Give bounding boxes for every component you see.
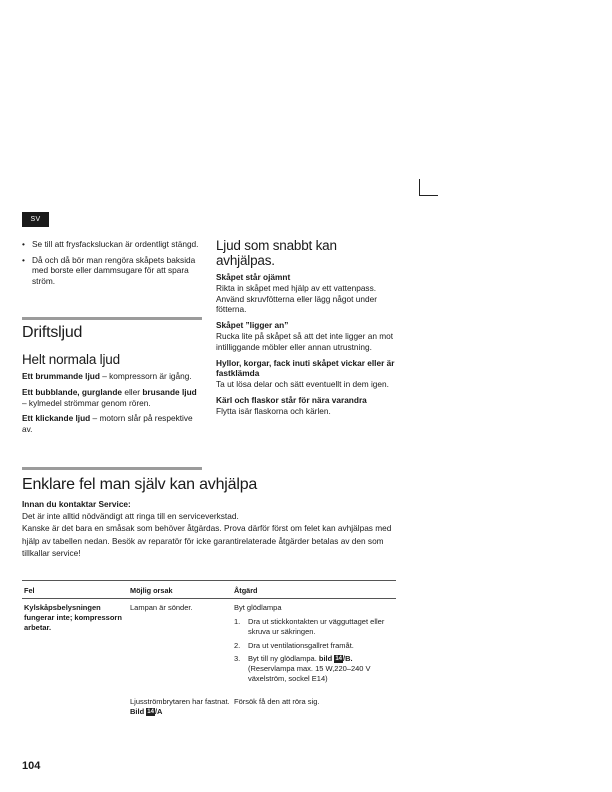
intro-bullet-list bbox=[22, 239, 202, 291]
step-text: Dra ut stickkontakten ur vägguttaget eller skruva ur säkringen. bbox=[248, 617, 385, 637]
sound-item bbox=[22, 387, 202, 409]
figure-number-badge: 14 bbox=[335, 655, 342, 662]
sound-text: – motorn slår på respektive av. bbox=[22, 413, 193, 435]
intro-bold-line: Innan du kontaktar Service: bbox=[22, 499, 131, 509]
fixable-sounds-list bbox=[216, 272, 398, 417]
table-cell-orsak-2 bbox=[130, 697, 232, 717]
page-number: 104 bbox=[22, 760, 41, 772]
issue-heading: Kärl och flaskor står för nära varandra bbox=[216, 394, 367, 405]
crop-mark bbox=[419, 179, 438, 196]
issue-heading: Skåpet står ojämnt bbox=[216, 272, 291, 282]
table-cell-atgard bbox=[234, 603, 399, 687]
figure-suffix: /B. bbox=[343, 653, 353, 663]
bullet-item: • Se till att frysfacksluckan är ordentligt stängd. bbox=[22, 239, 202, 250]
lamp-spec-note: (Reservlampa max. 15 W,220–240 V växelström, sockel E14) bbox=[248, 664, 371, 684]
step-number: 3. bbox=[234, 653, 241, 663]
cause-text: Ljusströmbrytaren har fastnat. bbox=[130, 697, 230, 706]
subtitle-normala-ljud: Helt normala ljud bbox=[22, 352, 120, 367]
action-step bbox=[234, 654, 399, 685]
issue-text: Flytta isär flaskorna och kärlen. bbox=[216, 405, 331, 416]
sound-term: brusande ljud bbox=[142, 386, 197, 397]
action-step bbox=[234, 641, 399, 651]
step-number: 2. bbox=[234, 640, 241, 650]
section-divider bbox=[22, 467, 202, 470]
sound-term: Ett bubblande, gurglande bbox=[22, 386, 123, 397]
table-header-orsak: Möjlig orsak bbox=[130, 586, 173, 595]
table-cell-fel: Kylskåpsbelysningen fungerar inte; kompressorn arbetar. bbox=[24, 603, 122, 633]
action-steps bbox=[234, 617, 399, 684]
section-divider bbox=[22, 317, 202, 320]
sound-item bbox=[22, 371, 202, 382]
figure-reference: Bild bbox=[130, 707, 145, 717]
table-top-border bbox=[22, 580, 396, 581]
section-title-driftsljud: Driftsljud bbox=[22, 324, 83, 341]
sound-text: – kompressorn är igång. bbox=[99, 371, 192, 381]
figure-reference: bild bbox=[318, 653, 333, 663]
section-title-enklare-fel: Enklare fel man själv kan avhjälpa bbox=[22, 476, 258, 493]
issue-text: Rikta in skåpet med hjälp av ett vattenpass. Använd skruvfötterna eller lägg något under fötterna. bbox=[216, 282, 377, 315]
table-header-fel: Fel bbox=[24, 586, 35, 595]
issue-heading: Skåpet ”ligger an” bbox=[216, 320, 289, 331]
figure-number-badge: 14 bbox=[147, 709, 154, 716]
section-title-ljud-avhjalpas: Ljud som snabbt kan avhjälpas. bbox=[216, 238, 337, 268]
sound-item bbox=[22, 413, 202, 435]
action-intro: Byt glödlampa bbox=[234, 603, 282, 612]
sound-term: Ett klickande ljud bbox=[22, 413, 91, 424]
sound-term: Ett brummande ljud bbox=[22, 371, 100, 381]
sound-text: eller bbox=[122, 386, 143, 397]
normal-sounds-list bbox=[22, 371, 202, 435]
step-text: Dra ut ventilationsgallret framåt. bbox=[248, 640, 354, 650]
step-text: Byt till ny glödlampa. bbox=[248, 653, 319, 663]
figure-suffix: /A bbox=[154, 707, 163, 717]
issue-text: Rucka lite på skåpet så att det inte ligger an mot intilliggande möbler eller annan utrustning. bbox=[216, 330, 394, 352]
bullet-item: • Då och då bör man rengöra skåpets baksida med borste eller dammsugare för att spara ström. bbox=[22, 255, 202, 287]
table-cell-orsak: Lampan är sönder. bbox=[130, 603, 193, 612]
intro-paragraph: Kanske är det bara en småsak som behöver åtgärdas. Prova därför först om felet kan avhjälpas med hjälp av tabellen nedan. Besök av reparatör för icke garantirelaterade åtgärder betalas av den som tillkallar service! bbox=[22, 523, 392, 558]
issue-heading: Hyllor, korgar, fack inuti skåpet vickar eller är fastklämda bbox=[216, 357, 395, 379]
sound-text: – kylmedel strömmar genom rören. bbox=[22, 397, 151, 408]
table-cell-atgard-2: Försök få den att röra sig. bbox=[234, 697, 320, 706]
issue-text: Ta ut lösa delar och sätt eventuellt in dem igen. bbox=[216, 379, 389, 390]
language-badge: SV bbox=[22, 212, 49, 227]
table-header-separator bbox=[22, 598, 396, 599]
step-number: 1. bbox=[234, 617, 241, 627]
intro-line: Det är inte alltid nödvändigt att ringa till en serviceverkstad. bbox=[22, 511, 239, 522]
troubleshooting-intro bbox=[22, 498, 402, 559]
table-header-atgard: Åtgärd bbox=[234, 586, 258, 595]
action-step bbox=[234, 617, 399, 637]
